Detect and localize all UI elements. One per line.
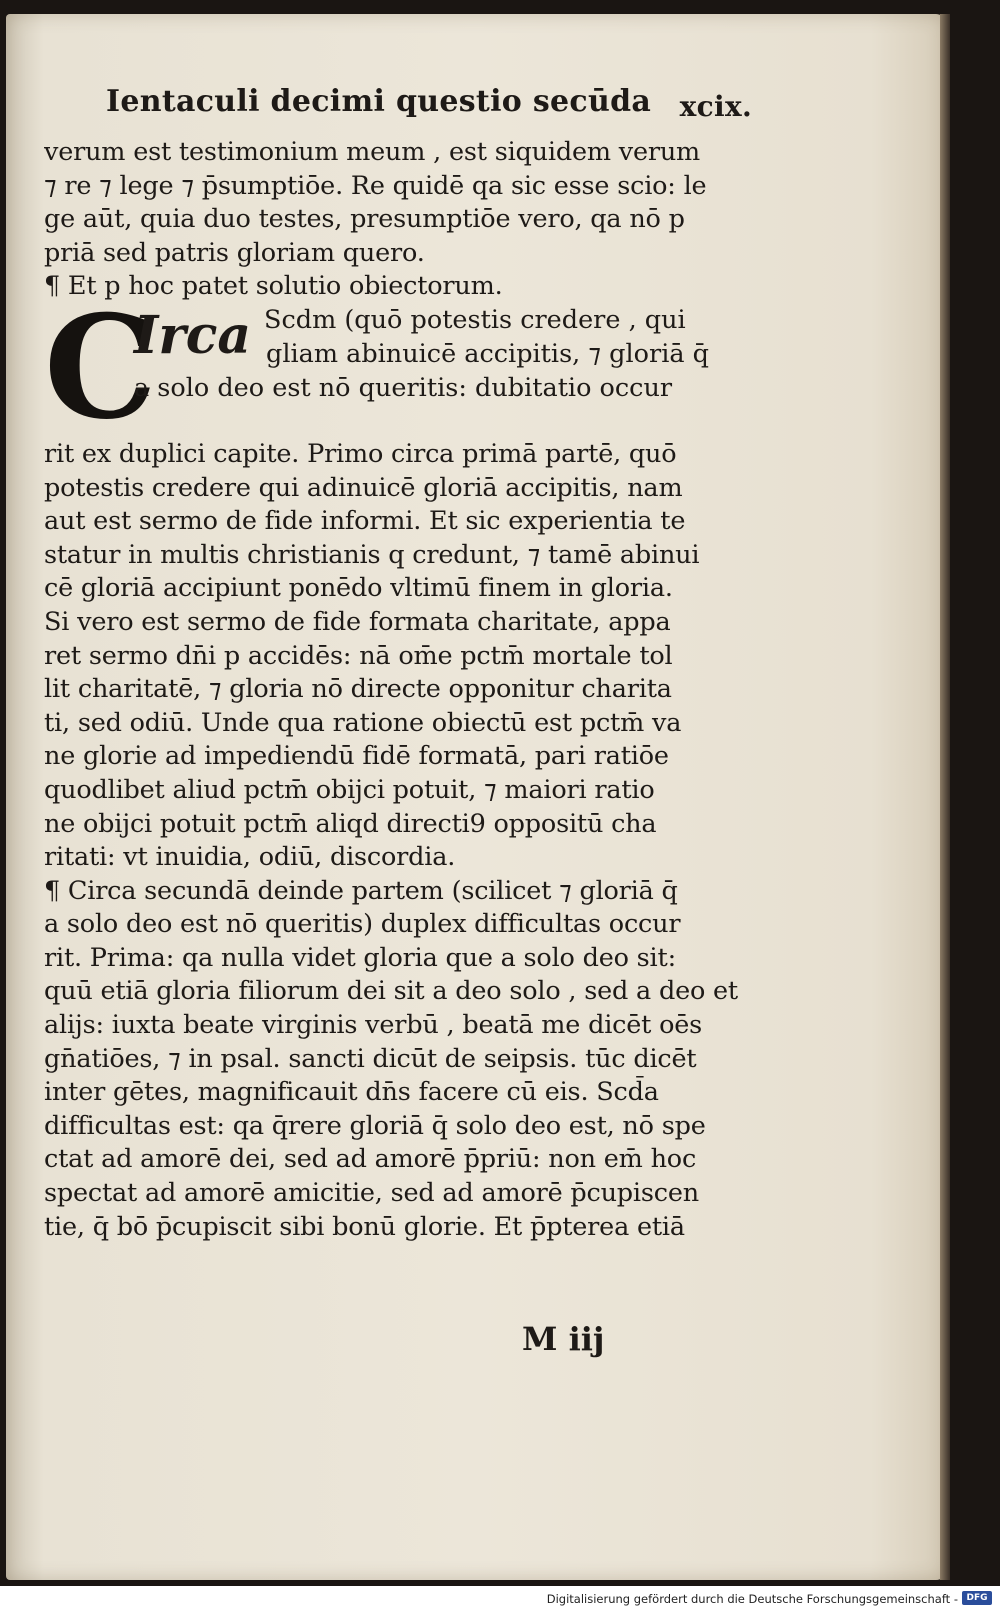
- book-edge: [940, 14, 950, 1580]
- text-line: statur in multis christianis q credunt, ⁊ tamē abinui: [44, 539, 700, 570]
- text-line: ge aūt, quia duo testes, presumptiōe vero, qa nō p: [44, 204, 685, 235]
- paragraph-2: [44, 438, 744, 875]
- text-line: gn̄atiōes, ⁊ in psal. sancti dicūt de seipsis. tūc dicēt: [44, 1043, 697, 1074]
- text-line: quū etiā gloria filiorum dei sit a deo solo , sed a deo et: [44, 976, 738, 1007]
- text-line: lit charitatē, ⁊ gloria nō directe opponitur charita: [44, 674, 672, 705]
- text-line: a solo deo est nō queritis) duplex difficultas occur: [44, 909, 681, 940]
- text-line: potestis credere qui adinuicē gloriā accipitis, nam: [44, 472, 683, 503]
- text-line: a solo deo est nō queritis: dubitatio occur: [134, 372, 673, 403]
- text-line: ne glorie ad impediendū fidē formatā, pari ratiōe: [44, 741, 669, 772]
- footer-bar: [0, 1586, 1000, 1612]
- text-line: gliam abinuicē accipitis, ⁊ gloriā q̄: [266, 338, 709, 369]
- text-line: difficultas est: qa q̄rere gloriā q̄ solo deo est, nō spe: [44, 1110, 706, 1141]
- text-line: spectat ad amorē amicitie, sed ad amorē p̄cupiscen: [44, 1178, 699, 1209]
- running-title: Ientaculi decimi questio secūda: [106, 84, 652, 119]
- text-line: Scdm (quō potestis credere , qui: [264, 304, 686, 335]
- page-header: [44, 84, 752, 136]
- text-line: ti, sed odiū. Unde qua ratione obiectū est pctm̄ va: [44, 707, 682, 738]
- text-line: rit. Prima: qa nulla videt gloria que a solo deo sit:: [44, 942, 676, 973]
- text-line: alijs: iuxta beate virginis verbū , beatā me dicēt oēs: [44, 1010, 703, 1041]
- text-line: ne obijci potuit pctm̄ aliqd directi9 oppositū cha: [44, 808, 657, 839]
- text-line: inter gētes, magnificauit dn̄s facere cū eis. Scd̄a: [44, 1077, 659, 1108]
- text-line: priā sed patris gloriam quero.: [44, 237, 425, 268]
- paragraph-3: [44, 875, 744, 1245]
- text-line: ritati: vt inuidia, odiū, discordia.: [44, 842, 456, 873]
- text-block: [44, 84, 752, 1244]
- text-line: ctat ad amorē dei, sed ad amorē p̄priū: non em̄ hoc: [44, 1144, 697, 1175]
- text-line: rit ex duplici capite. Primo circa primā partē, quō: [44, 438, 677, 469]
- folio-number: xcix.: [679, 90, 752, 123]
- text-line: verum est testimonium meum , est siquidem verum: [44, 137, 701, 167]
- text-line: ¶ Circa secundā deinde partem (scilicet ⁊ gloriā q̄: [44, 875, 678, 906]
- text-line: cē gloriā accipiunt ponēdo vltimū finem in gloria.: [44, 573, 673, 604]
- text-line: ¶ Et p hoc patet solutio obiectorum.: [44, 271, 503, 302]
- funding-credit: Digitalisierung gefördert durch die Deutsche Forschungsgemeinschaft -: [546, 1592, 958, 1606]
- text-line: aut est sermo de fide informi. Et sic experientia te: [44, 506, 686, 537]
- decorated-initial: C: [44, 284, 158, 451]
- text-line: tie, q̄ bō p̄cupiscit sibi bonū glorie. Et p̄pterea etiā: [44, 1211, 685, 1242]
- paragraph-1: [44, 136, 744, 304]
- text-line: ⁊ re ⁊ lege ⁊ p̄sumptiōe. Re quidē qa sic esse scio: le: [44, 170, 707, 201]
- text-line: ret sermo dn̄i p accidēs: nā om̄e pctm̄ mortale tol: [44, 640, 673, 671]
- signature-mark: M iij: [522, 1320, 605, 1358]
- initial-word: Irca: [134, 304, 252, 366]
- dfg-logo-icon: DFG: [962, 1591, 992, 1605]
- text-line: Si vero est sermo de fide formata charitate, appa: [44, 606, 671, 637]
- text-line: quodlibet aliud pctm̄ obijci potuit, ⁊ maiori ratio: [44, 774, 655, 805]
